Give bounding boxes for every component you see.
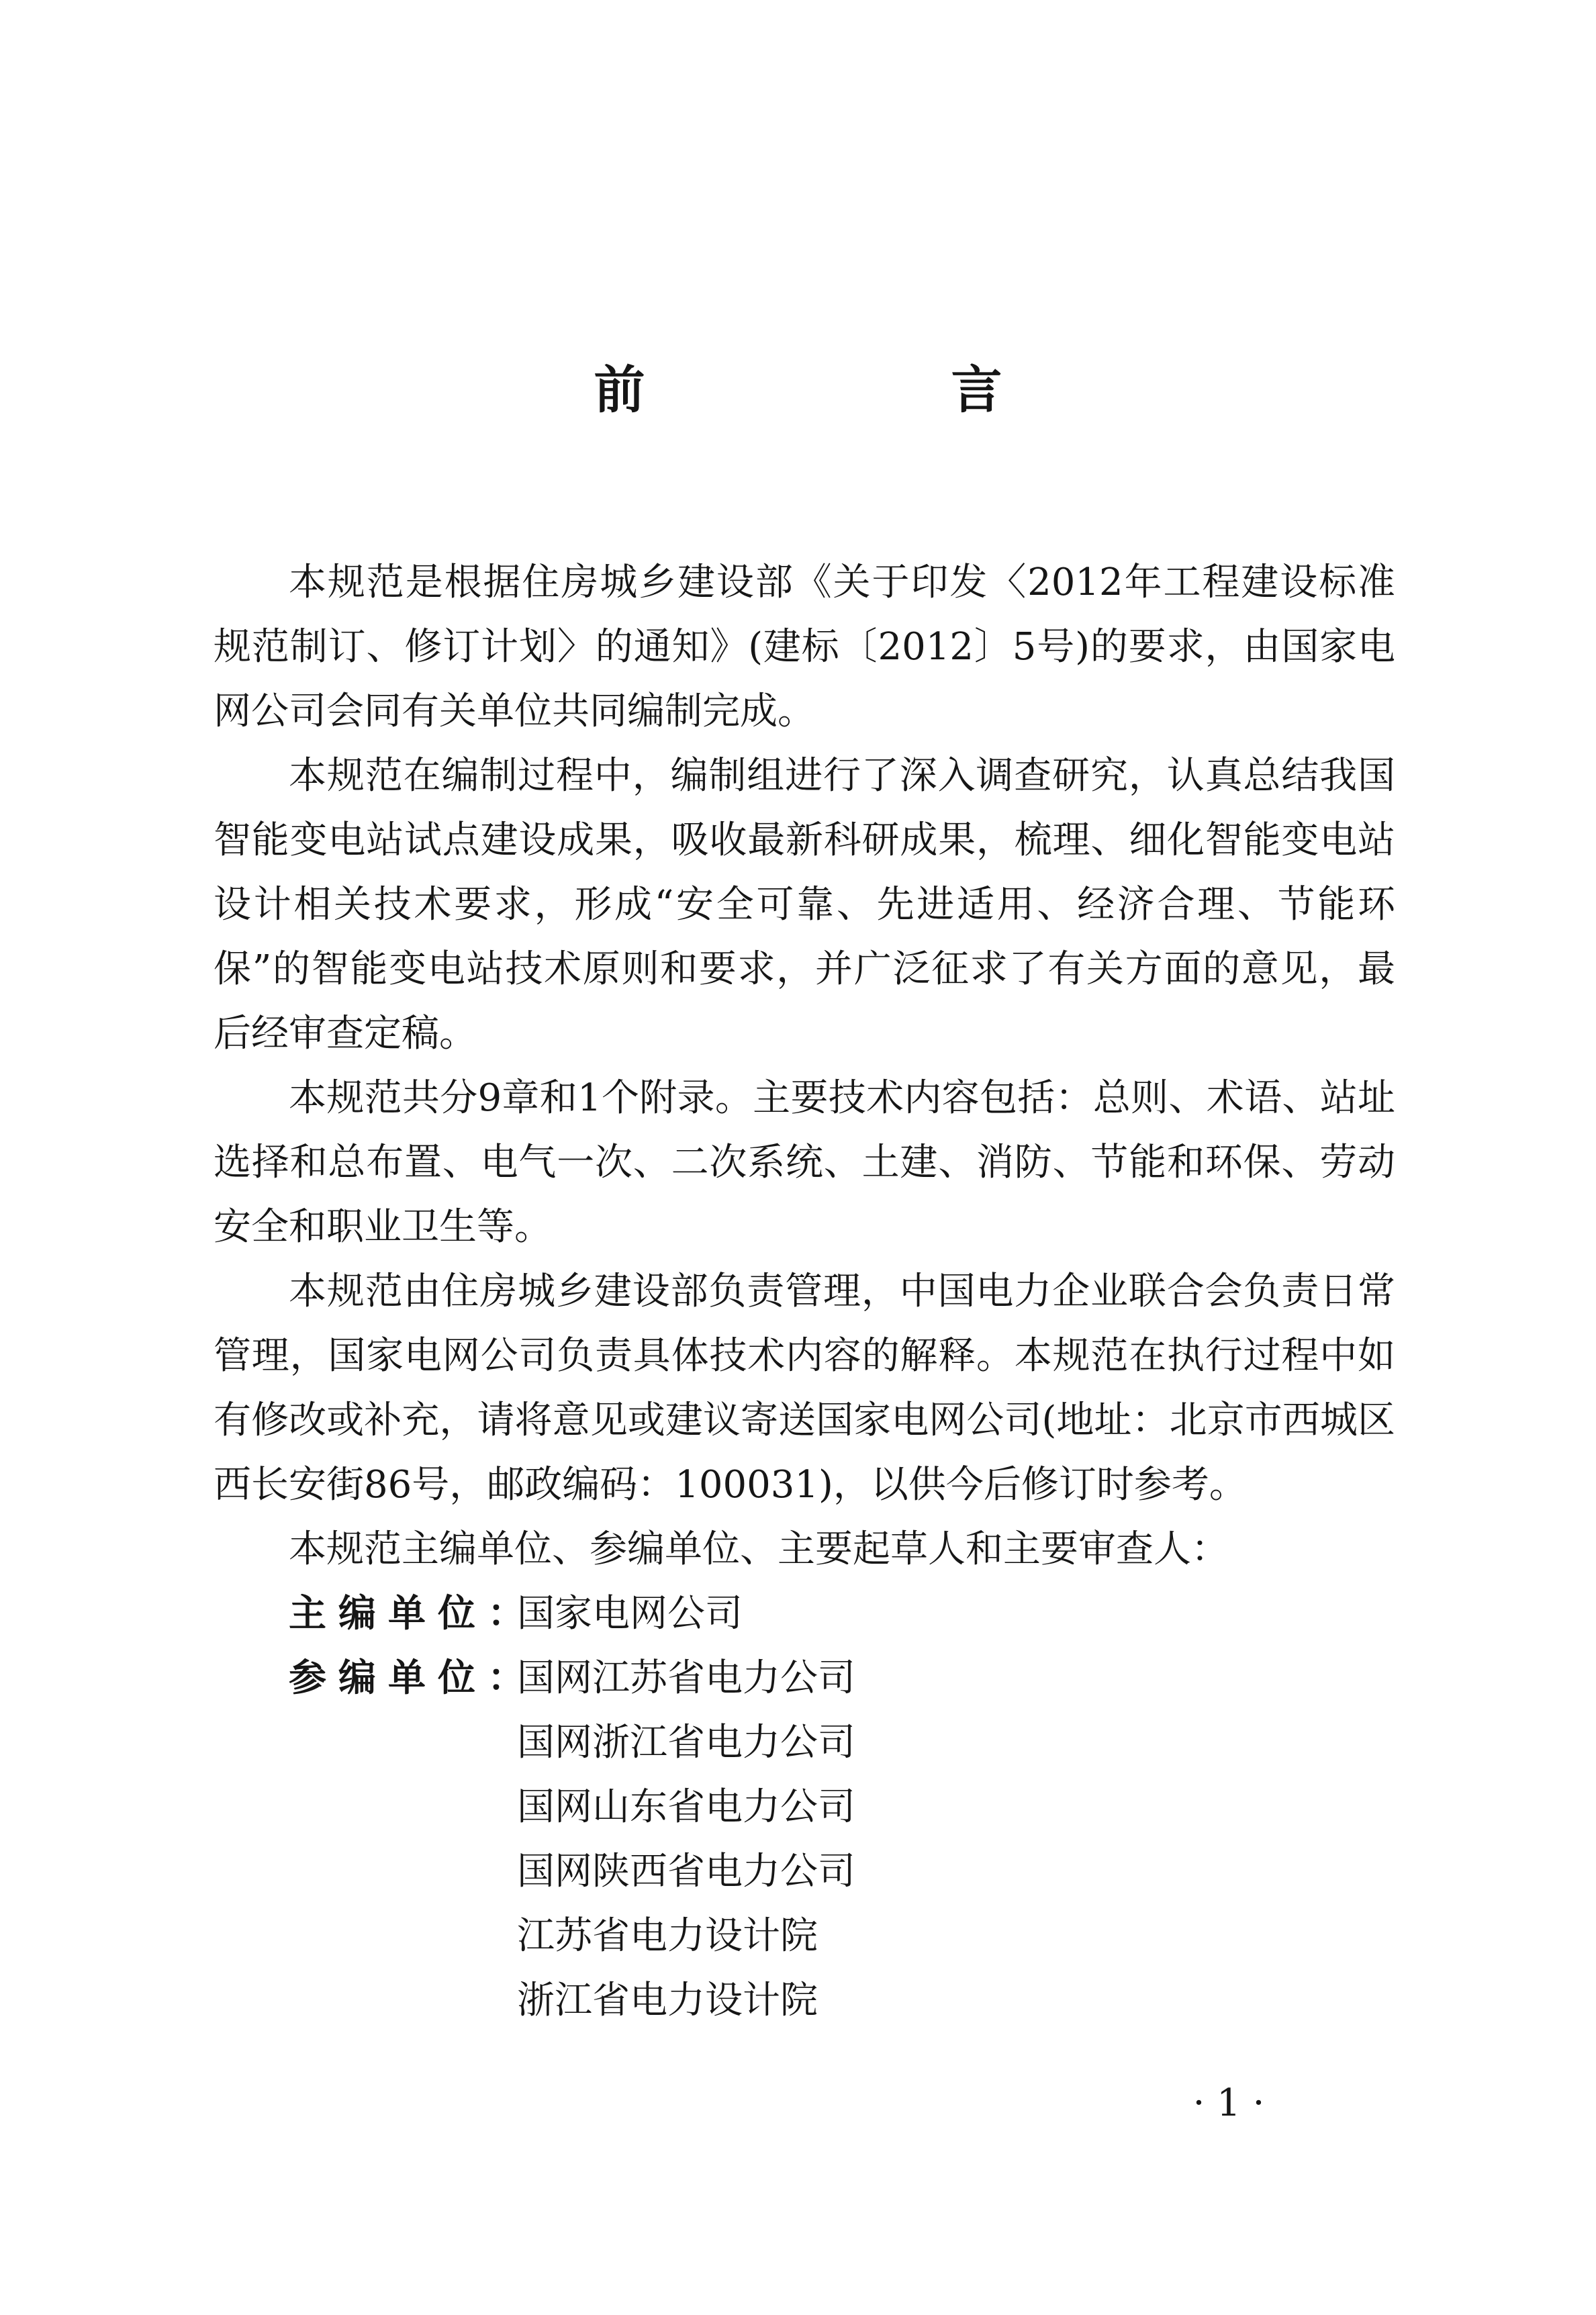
- participating-units-colon: ：: [487, 1656, 525, 1700]
- foreword-body: [214, 551, 1395, 2033]
- participating-units-values: [517, 1646, 855, 2033]
- participating-unit-5: 江苏省电力设计院: [517, 1914, 818, 1958]
- paragraph-3: 本规范共分9章和1个附录。主要技术内容包括：总则、术语、站址选择和总布置、电气一次、二次系统、土建、消防、节能和环保、劳动安全和职业卫生等。: [214, 1076, 1395, 1249]
- participating-unit-6: 浙江省电力设计院: [517, 1979, 818, 2022]
- participating-units-row: [289, 1646, 1395, 2033]
- chief-unit-label: [289, 1582, 525, 1646]
- participating-unit-3: 国网山东省电力公司: [517, 1785, 855, 1829]
- chief-unit-colon: ：: [487, 1592, 525, 1636]
- paragraph-2: 本规范在编制过程中，编制组进行了深入调查研究，认真总结我国智能变电站试点建设成果，吸收最新科研成果，梳理、细化智能变电站设计相关技术要求，形成“安全可靠、先进适用、经济合理、节能环保”的智能变电站技术原则和要求，并广泛征求了有关方面的意见，最后经审查定稿。: [214, 754, 1395, 1055]
- participating-unit-4: 国网陕西省电力公司: [517, 1850, 855, 1893]
- participating-unit-2: 国网浙江省电力公司: [517, 1721, 855, 1764]
- page-number: · 1 ·: [1192, 2081, 1265, 2125]
- chief-unit-values: [517, 1582, 743, 1646]
- page-title: 前 言: [594, 360, 1130, 420]
- paragraph-4: 本规范由住房城乡建设部负责管理，中国电力企业联合会负责日常管理，国家电网公司负责具体技术内容的解释。本规范在执行过程中如有修改或补充，请将意见或建议寄送国家电网公司(地址：北京市西城区西长安街86号，邮政编码：100031)，以供今后修订时参考。: [214, 1270, 1395, 1507]
- chief-unit-value: 国家电网公司: [517, 1592, 743, 1636]
- participating-unit-1: 国网江苏省电力公司: [517, 1656, 855, 1700]
- participating-units-label-text: 参编单位: [289, 1656, 487, 1700]
- participating-units-label: [289, 1646, 525, 1711]
- paragraph-5: 本规范主编单位、参编单位、主要起草人和主要审查人：: [289, 1527, 1229, 1571]
- chief-unit-row: [289, 1582, 1395, 1646]
- chief-unit-label-text: 主编单位: [289, 1592, 487, 1636]
- units-list: [214, 1582, 1395, 2033]
- paragraph-1: 本规范是根据住房城乡建设部《关于印发〈2012年工程建设标准规范制订、修订计划〉的通知》(建标〔2012〕5号)的要求，由国家电网公司会同有关单位共同编制完成。: [214, 561, 1395, 733]
